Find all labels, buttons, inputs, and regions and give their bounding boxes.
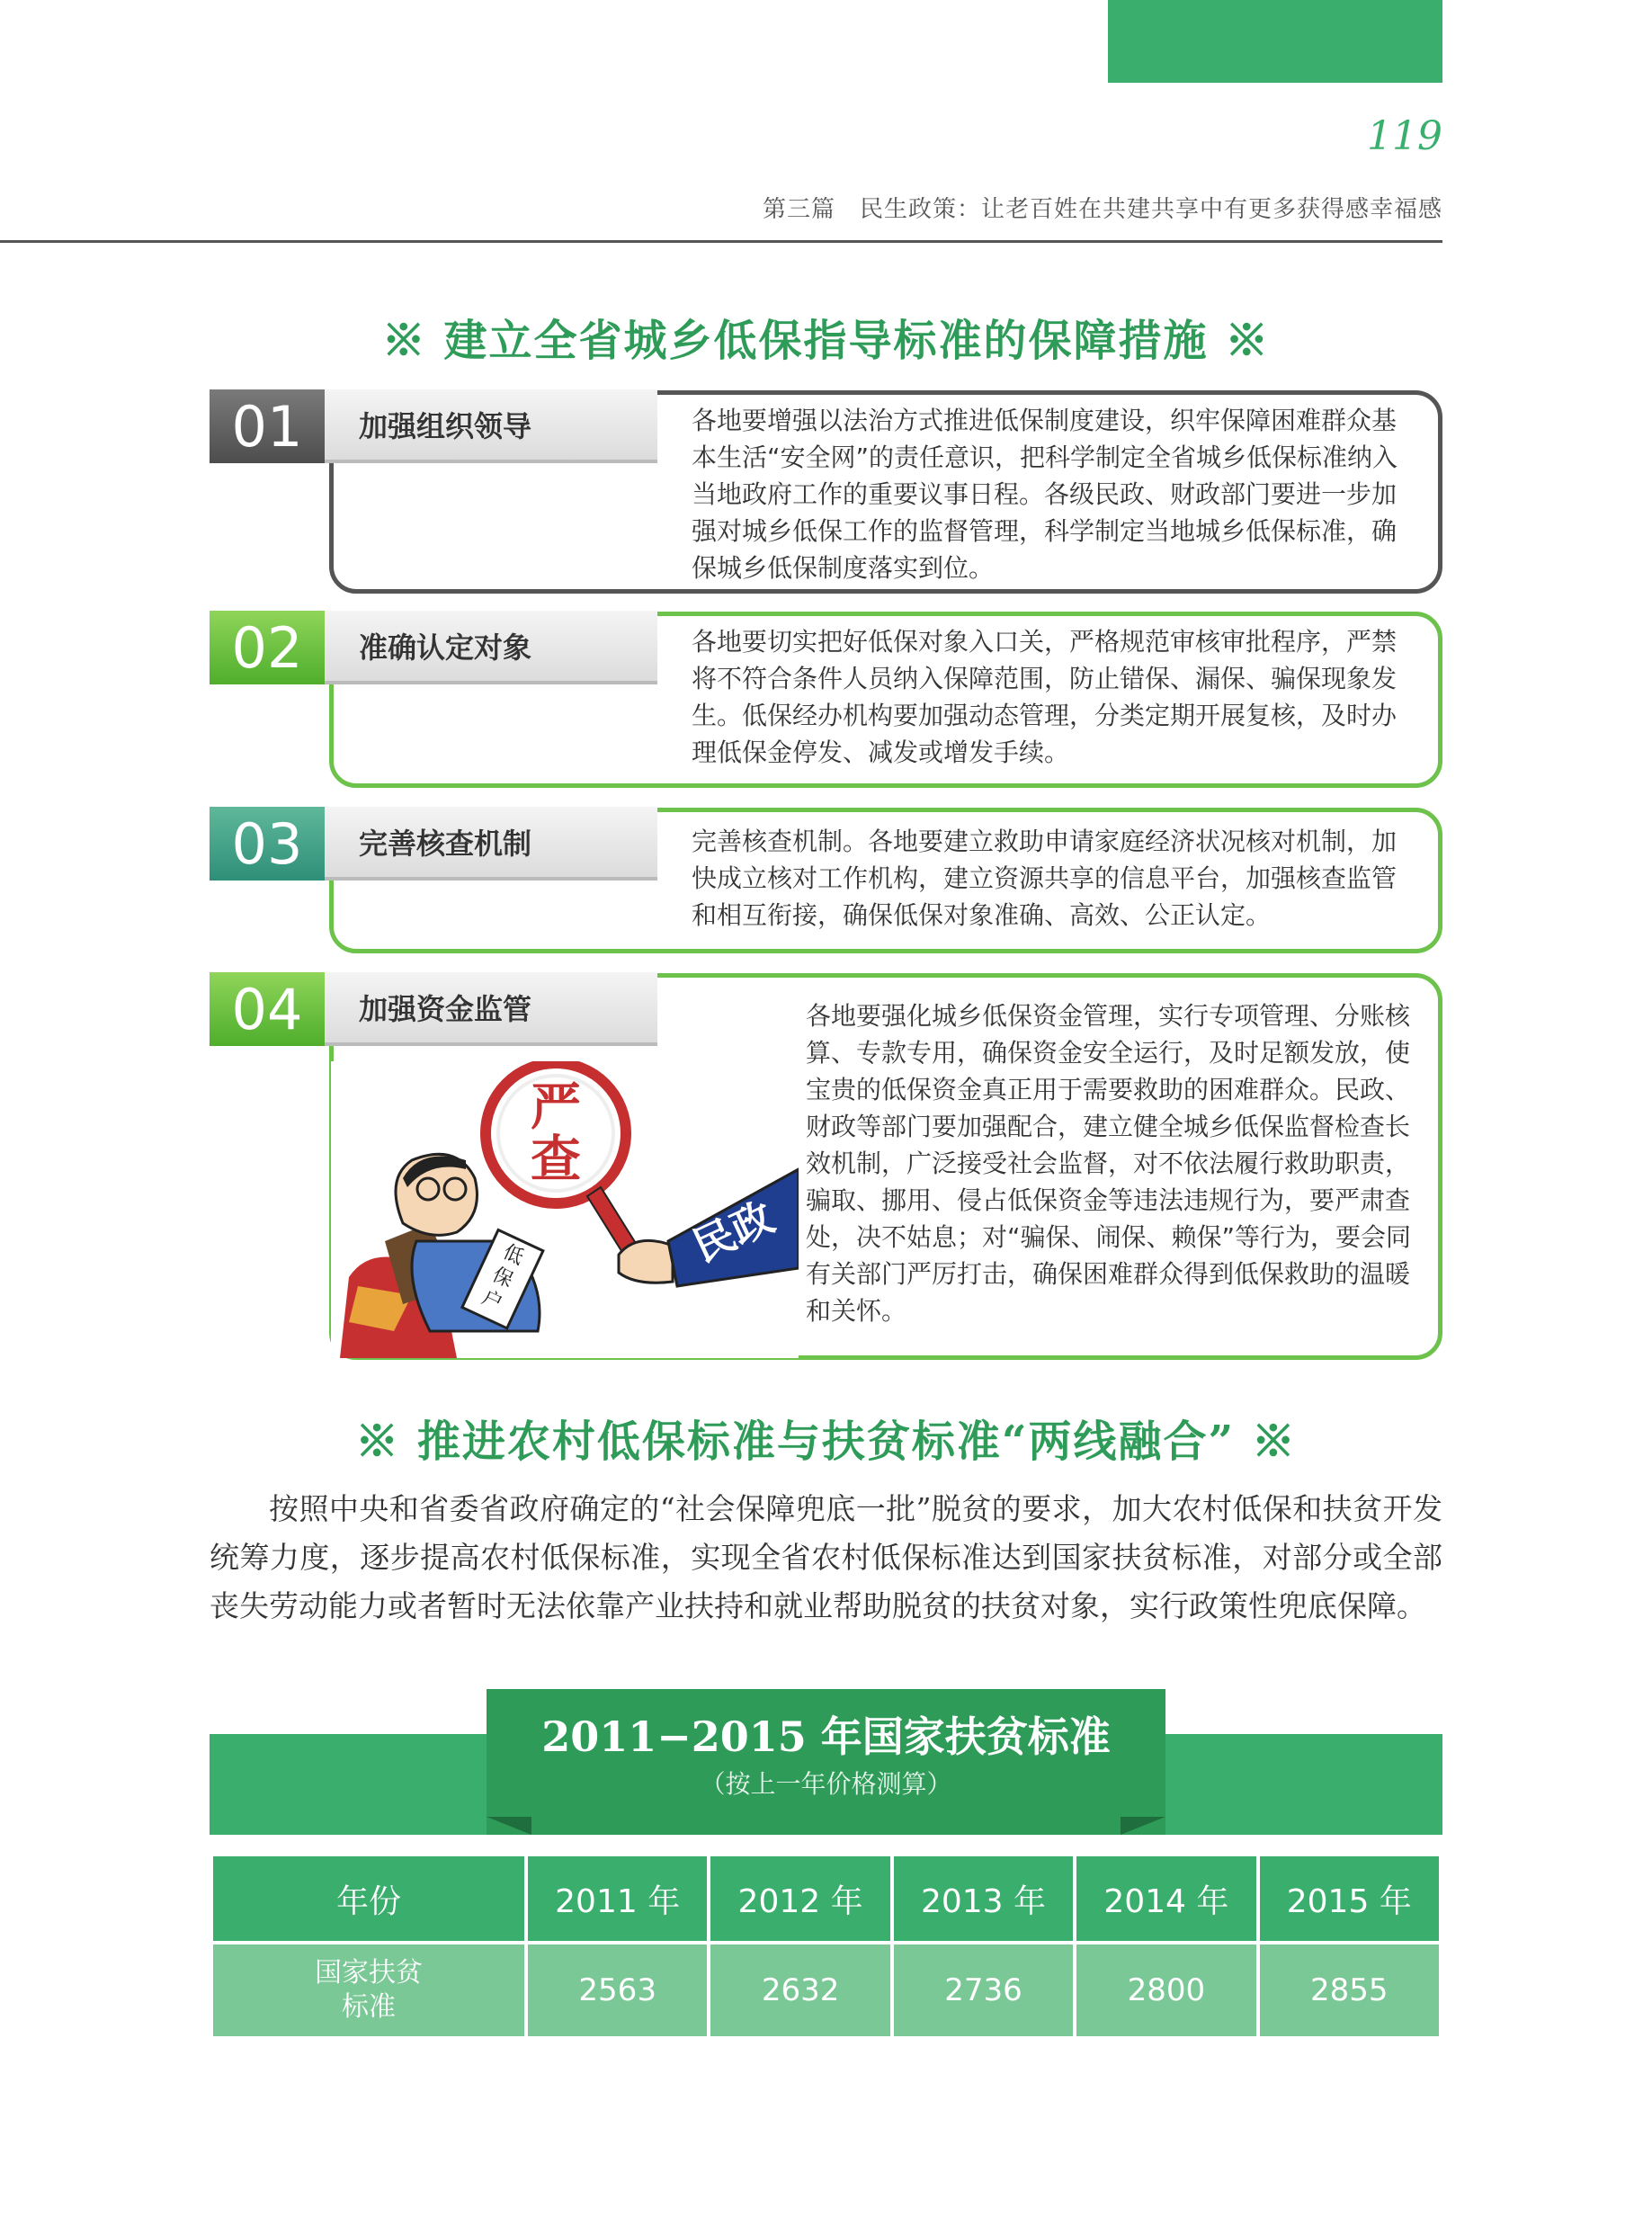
item-04-label: 加强资金监管 xyxy=(325,972,657,1042)
item-03-tab xyxy=(210,807,657,881)
item-01-text: 各地要增强以法治方式推进低保制度建设，织牢保障困难群众基本生活“安全网”的责任意识，把科学制定全省城乡低保标准纳入当地政府工作的重要议事日程。各级民政、财政部门要进一步加强对城乡低保工作的监督管理，科学制定当地城乡低保标准，确保城乡低保制度落实到位。 xyxy=(692,406,1398,583)
header-2015: 2015 年 xyxy=(1258,1855,1441,1943)
table-title: 2011−2015 年国家扶贫标准 xyxy=(541,1712,1111,1761)
section2-title: ※ 推进农村低保标准与扶贫标准“两线融合” ※ xyxy=(355,1417,1297,1467)
item-02-text: 各地要切实把好低保对象入口关，严格规范审核审批程序，严禁将不符合条件人员纳入保障范围，防止错保、漏保、骗保现象发生。低保经办机构要加强动态管理，分类定期开展复核，及时办理低保金停发、减发或增发手续。 xyxy=(692,627,1398,767)
value-2012: 2632 xyxy=(709,1943,891,2038)
svg-text:低: 低 xyxy=(499,1240,527,1270)
item-03-label: 完善核查机制 xyxy=(325,807,657,877)
table-subtitle: （按上一年价格测算） xyxy=(700,1769,952,1799)
svg-text:严: 严 xyxy=(531,1078,581,1137)
section2-paragraph: 按照中央和省委省政府确定的“社会保障兜底一批”脱贫的要求，加大农村低保和扶贫开发统筹力度，逐步提高农村低保标准，实现全省农村低保标准达到国家扶贫标准，对部分或全部丧失劳动能力或者暂时无法依靠产业扶持和就业帮助脱贫的扶贫对象，实行政策性兜底保障。 xyxy=(210,1491,1442,1623)
svg-text:民政: 民政 xyxy=(685,1192,781,1272)
header-2011: 2011 年 xyxy=(526,1855,709,1943)
svg-text:保: 保 xyxy=(488,1264,517,1293)
value-2011: 2563 xyxy=(526,1943,709,2038)
page-number: 119 xyxy=(1367,113,1442,159)
header-divider xyxy=(0,240,1442,243)
item-02-number: 02 xyxy=(210,611,325,684)
item-02-tab xyxy=(210,611,657,684)
row-label xyxy=(211,1943,526,2038)
table-row xyxy=(211,1943,1441,2038)
value-2015: 2855 xyxy=(1258,1943,1441,2038)
item-01-number: 01 xyxy=(210,389,325,463)
header-2013: 2013 年 xyxy=(892,1855,1075,1943)
svg-text:查: 查 xyxy=(531,1131,581,1189)
item-01-label: 加强组织领导 xyxy=(325,389,657,460)
item-03-text: 完善核查机制。各地要建立救助申请家庭经济状况核对机制，加快成立核对工作机构，建立资源共享的信息平台，加强核查监管和相互衔接，确保低保对象准确、高效、公正认定。 xyxy=(692,827,1398,930)
item-04-number: 04 xyxy=(210,972,325,1046)
item-02-label: 准确认定对象 xyxy=(325,611,657,681)
item-03-number: 03 xyxy=(210,807,325,881)
item-04-text: 各地要强化城乡低保资金管理，实行专项管理、分账核算、专款专用，确保资金安全运行，及时足额发放，使宝贵的低保资金真正用于需要救助的困难群众。民政、财政等部门要加强配合，建立健全城乡低保监督检查长效机制，广泛接受社会监督，对不依法履行救助职责，骗取、挪用、侵占低保资金等违法违规行为，要严肃查处，决不姑息；对“骗保、闹保、赖保”等行为，要会同有关部门严厉打击，确保困难群众得到低保救助的温暖和关怀。 xyxy=(806,1001,1412,1326)
row-label-text: 国家扶贫标准 xyxy=(315,1957,423,2023)
header-year: 年份 xyxy=(211,1855,526,1943)
header-2014: 2014 年 xyxy=(1075,1855,1257,1943)
poverty-standard-table xyxy=(210,1853,1442,2040)
header-tab-decoration xyxy=(1108,0,1442,83)
hand-icon xyxy=(619,1240,673,1283)
svg-text:户: 户 xyxy=(478,1286,506,1316)
item-04-tab xyxy=(210,972,657,1046)
cartoon-illustration xyxy=(331,1061,799,1358)
running-head: 第三篇 民生政策：让老百姓在共建共享中有更多获得感幸福感 xyxy=(762,196,1442,223)
value-2014: 2800 xyxy=(1075,1943,1257,2038)
header-2012: 2012 年 xyxy=(709,1855,891,1943)
section1-title: ※ 建立全省城乡低保指导标准的保障措施 ※ xyxy=(381,316,1271,366)
table-header-row xyxy=(211,1855,1441,1943)
item-01-tab xyxy=(210,389,657,463)
value-2013: 2736 xyxy=(892,1943,1075,2038)
